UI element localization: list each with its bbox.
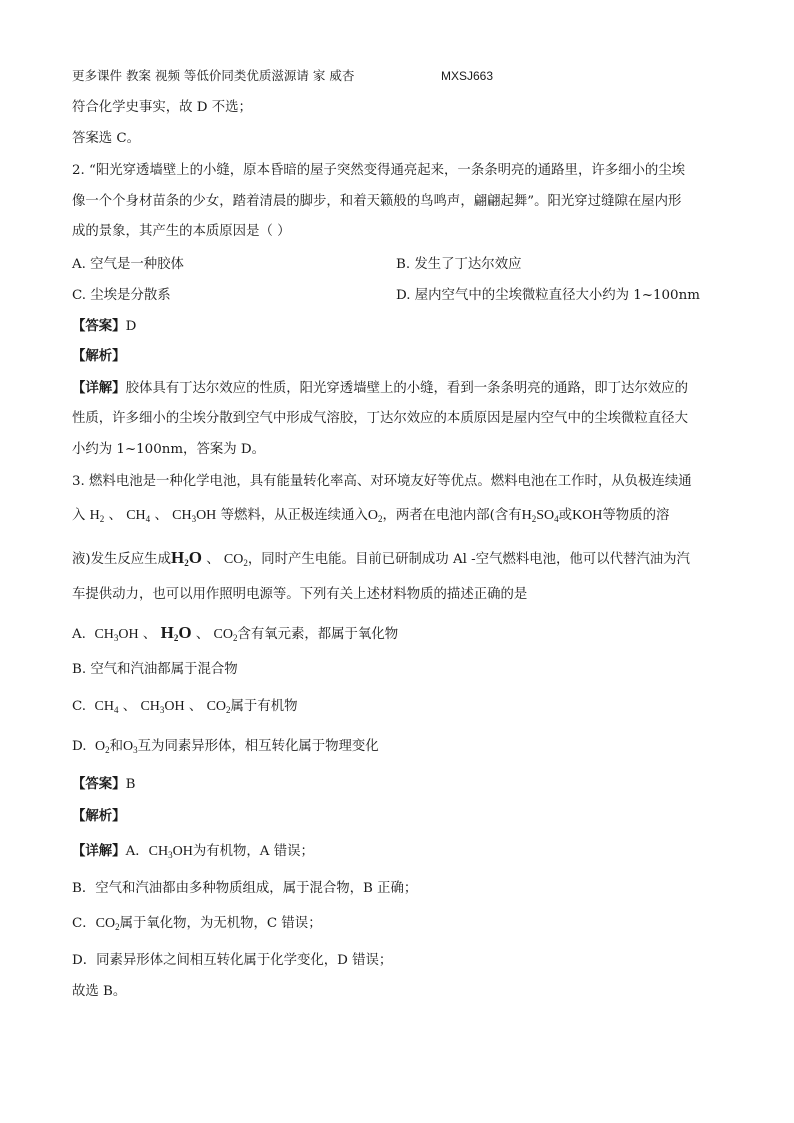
- q3-text: A．: [125, 844, 149, 859]
- formula-symbol: O: [104, 916, 116, 931]
- formula-subscript: 3: [159, 705, 165, 715]
- q2-answer-value: D: [125, 319, 137, 334]
- q3-text: 、: [154, 508, 168, 523]
- q2-stem-line1: 2. “阳光穿透墙壁上的小缝，原本昏暗的屋子突然变得通亮起来，一条条明亮的通路里，许多细小的尘埃: [72, 163, 686, 178]
- q2-answer-tag: 【答案】: [72, 318, 126, 334]
- q3-text: 、: [195, 627, 210, 642]
- q3-text: 、: [122, 699, 137, 714]
- q3-text: 、: [142, 627, 157, 642]
- q3-text: 或: [558, 508, 573, 523]
- formula-symbol: OH: [118, 627, 139, 642]
- formula-symbol: O: [178, 623, 192, 642]
- q2-detail-tag: 【详解】: [72, 380, 126, 396]
- formula-symbol: O: [222, 627, 233, 642]
- formula-symbol: C: [148, 844, 158, 859]
- formula-subscript: 2: [232, 633, 238, 643]
- formula-h2o: [161, 623, 192, 642]
- q2-answer: [72, 316, 136, 337]
- formula-h2so4: [522, 508, 559, 523]
- q2-option-d: D. 屋内空气中的尘埃微粒直径大小约为 1~100nm: [396, 288, 700, 303]
- q3-text: 、: [206, 552, 220, 567]
- formula-co2: [207, 699, 231, 714]
- formula-subscript: 3: [168, 850, 173, 860]
- formula-symbol: OH: [196, 508, 217, 523]
- formula-ch4: [95, 699, 119, 714]
- formula-symbol: C: [172, 508, 182, 523]
- q3-stem-line2: [72, 506, 669, 526]
- q3-stem-line3: [72, 548, 690, 570]
- formula-subscript: 3: [133, 745, 138, 755]
- q3-text: 含有氧元素，都属于氧化物: [237, 627, 399, 642]
- formula-symbol: C: [213, 627, 223, 642]
- q3-analysis: [72, 806, 126, 827]
- formula-subscript: 2: [531, 514, 537, 524]
- q3-option-b: B. 空气和汽油都属于混合物: [72, 662, 238, 677]
- formula-subscript: 4: [114, 705, 119, 715]
- formula-symbol: S: [536, 508, 545, 523]
- formula-subscript: 2: [173, 633, 179, 643]
- formula-symbol: H: [521, 508, 532, 523]
- formula-symbol: C: [94, 699, 104, 714]
- q3-text: C．: [72, 916, 96, 931]
- prev-answer: 答案选 C。: [72, 131, 141, 146]
- formula-koh: KOH: [572, 508, 603, 523]
- formula-ch3oh: [149, 844, 193, 859]
- formula-ch3oh: [172, 508, 216, 523]
- q2-detail-text1: 胶体具有丁达尔效应的性质，阳光穿透墙壁上的小缝，看到一条条明亮的通路，即丁达尔效应的: [125, 381, 688, 396]
- formula-symbol: O: [123, 739, 134, 754]
- q3-text: 为有机物，A 错误；: [192, 844, 314, 859]
- q3-analysis-tag: 【解析】: [72, 808, 126, 824]
- option-label: C.: [72, 699, 87, 714]
- q3-option-d: [72, 737, 379, 757]
- formula-symbol: C: [94, 627, 104, 642]
- formula-ch3oh: [94, 627, 138, 642]
- formula-o3: [123, 739, 138, 754]
- q3-text: 液)发生反应生成: [72, 552, 171, 567]
- formula-ch4: [126, 508, 150, 523]
- q3-detail-line2: B．空气和汽油都由多种物质组成，属于混合物，B 正确；: [72, 881, 418, 896]
- q3-text: 等物质的溶: [602, 508, 670, 523]
- q3-option-a: [72, 623, 398, 645]
- formula-symbol: C: [140, 699, 150, 714]
- q2-stem-line3: 成的景象，其产生的本质原因是（ ）: [72, 224, 291, 239]
- q2-detail-line1: [72, 378, 688, 399]
- q2-analysis-tag: 【解析】: [72, 348, 126, 364]
- q3-detail-line4: D．同素异形体之间相互转化属于化学变化，D 错误；: [72, 953, 393, 968]
- formula-symbol: H: [170, 548, 185, 567]
- formula-symbol: C: [95, 916, 105, 931]
- header-code: MXSJ663: [441, 69, 494, 83]
- header-promo: 更多课件 教案 视频 等低价同类优质滋源请 家 威杏: [72, 68, 355, 83]
- formula-subscript: 2: [243, 558, 248, 568]
- q3-option-c: [72, 697, 297, 717]
- formula-subscript: 2: [226, 705, 231, 715]
- formula-h2: [90, 508, 105, 523]
- q2-analysis: [72, 346, 126, 367]
- formula-symbol: H: [157, 844, 169, 859]
- q3-final: 故选 B。: [72, 984, 127, 999]
- formula-symbol: H: [103, 627, 114, 642]
- formula-symbol: OH: [164, 699, 185, 714]
- formula-subscript: 2: [105, 745, 110, 755]
- formula-symbol: O: [233, 552, 244, 567]
- q2-detail-line2: 性质，许多细小的尘埃分散到空气中形成气溶胶，丁达尔效应的本质原因是屋内空气中的尘埃微粒直径大: [72, 411, 688, 426]
- q3-answer: [72, 774, 135, 795]
- q3-text: 、: [188, 699, 203, 714]
- formula-subscript: 2: [115, 922, 120, 932]
- q2-option-c: C. 尘埃是分散系: [72, 288, 171, 303]
- formula-co2: [96, 916, 120, 931]
- formula-symbol: H: [160, 623, 174, 642]
- formula-symbol: H: [135, 508, 146, 523]
- q2-detail-line3: 小约为 1~100nm，答案为 D。: [72, 442, 265, 457]
- option-label: D.: [72, 739, 87, 754]
- formula-subscript: 3: [113, 633, 119, 643]
- q3-text: 和: [109, 739, 124, 754]
- formula-co2: [213, 627, 237, 642]
- q3-text: 互为同素异形体，相互转化属于物理变化: [137, 739, 379, 754]
- q3-answer-value: B: [125, 777, 136, 792]
- formula-subscript: 3: [191, 514, 197, 524]
- formula-symbol: H: [103, 699, 115, 714]
- q3-stem-line1: 3. 燃料电池是一种化学电池，具有能量转化率高、对环境友好等优点。燃料电池在工作时，从负极连续通: [72, 474, 692, 489]
- formula-symbol: C: [126, 508, 136, 523]
- formula-symbol: OH: [172, 844, 193, 859]
- formula-symbol: O: [95, 739, 106, 754]
- header-text: [72, 66, 354, 86]
- formula-symbol: C: [223, 552, 234, 567]
- q3-text: 等燃料，从正极连续通入: [220, 508, 368, 523]
- q3-text: ，两者在电池内部(含有: [382, 508, 522, 523]
- q3-text: ，同时产生电能。目前已研制成功 Al -空气燃料电池，他可以代替汽油为汽: [247, 552, 690, 567]
- q3-text: 属于有机物: [230, 699, 298, 714]
- q3-answer-tag: 【答案】: [72, 776, 126, 792]
- q3-detail-line3: [72, 914, 322, 934]
- formula-subscript: 2: [184, 558, 189, 568]
- q3-text: 入: [72, 508, 86, 523]
- q2-stem-line2: 像一个个身材苗条的少女，踏着清晨的脚步，和着天籁般的鸟鸣声，翩翩起舞”。阳光穿过缝隙在屋内形: [72, 194, 682, 209]
- formula-subscript: 2: [377, 514, 383, 524]
- q2-option-a: A. 空气是一种胶体: [72, 257, 184, 272]
- formula-subscript: 4: [554, 514, 559, 524]
- formula-subscript: 4: [145, 514, 151, 524]
- formula-symbol: H: [181, 508, 192, 523]
- formula-symbol: H: [149, 699, 160, 714]
- formula-symbol: C: [206, 699, 216, 714]
- formula-o2: [95, 739, 110, 754]
- q3-detail-tag: 【详解】: [72, 843, 126, 859]
- prev-line: 符合化学史事实，故 D 不选；: [72, 100, 252, 115]
- option-label: A.: [72, 627, 86, 642]
- formula-symbol: O: [544, 508, 555, 523]
- q3-text: 属于氧化物，为无机物，C 错误；: [119, 916, 322, 931]
- formula-symbol: H: [89, 508, 100, 523]
- q3-text: 、: [108, 508, 122, 523]
- q3-stem-line4: 车提供动力，也可以用作照明电源等。下列有关上述材料物质的描述正确的是: [72, 587, 528, 602]
- formula-ch3oh: [140, 699, 184, 714]
- formula-o2: [368, 508, 383, 523]
- formula-h2o: [171, 548, 202, 567]
- formula-symbol: O: [367, 508, 378, 523]
- formula-symbol: O: [215, 699, 227, 714]
- formula-co2: [224, 552, 248, 567]
- q2-option-b: B. 发生了丁达尔效应: [396, 257, 522, 272]
- formula-symbol: O: [188, 548, 202, 567]
- q3-detail-line1: [72, 841, 314, 862]
- formula-subscript: 2: [99, 514, 105, 524]
